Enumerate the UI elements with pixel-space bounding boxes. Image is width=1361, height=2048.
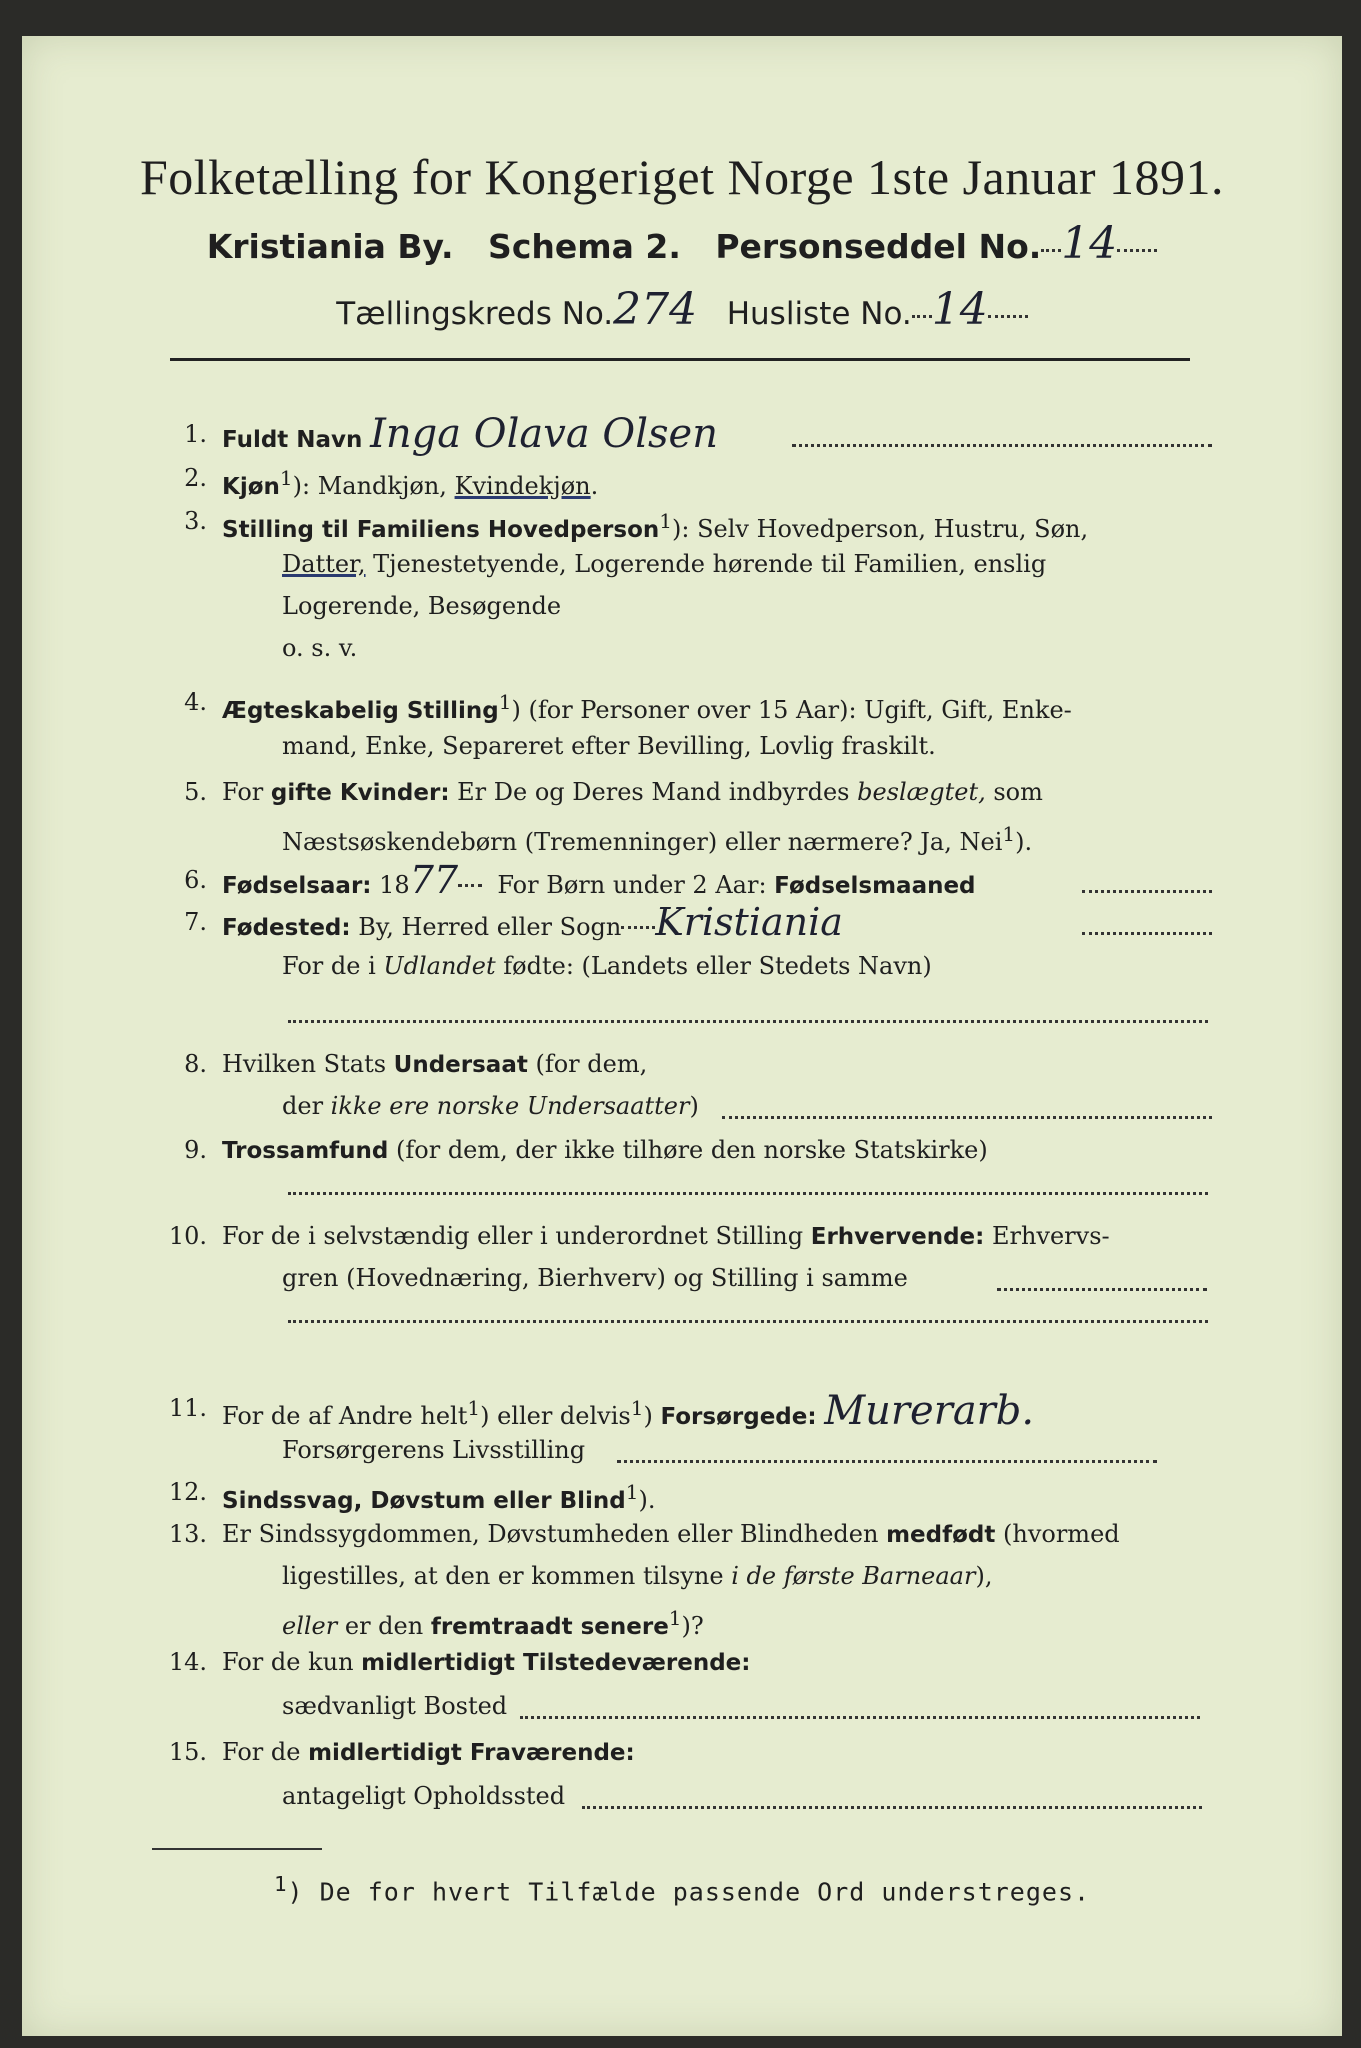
question-text: For Børn under 2 Aar: — [497, 871, 767, 899]
question-15-text — [222, 1732, 635, 1773]
personseddel-number: 14 — [1061, 218, 1118, 269]
question-3-line-4 — [22, 628, 1342, 668]
question-9 — [22, 1130, 1342, 1170]
question-number: 3. — [184, 507, 207, 535]
question-8-text-2 — [282, 1086, 699, 1126]
question-label: Stilling til Familiens Hovedperson — [222, 517, 660, 543]
question-6 — [22, 860, 1342, 900]
provider-occupation-answer: Murerarb. — [824, 1388, 1035, 1434]
question-text: For de — [222, 1738, 309, 1766]
question-text: (for dem, der ikke tilhøre den norske Statskirke) — [388, 1136, 988, 1164]
question-text: ligestilles, at den er kommen tilsyne — [282, 1562, 732, 1590]
question-prefix: For — [222, 778, 271, 806]
question-3-text — [222, 501, 1088, 550]
question-text: Forsørgerens Livsstilling — [282, 1436, 586, 1464]
option-text: ): Selv Hovedperson, Hustru, Søn, — [672, 515, 1089, 543]
footnote-mark: 1 — [273, 1872, 288, 1896]
question-8-text — [222, 1044, 647, 1085]
answer-line — [520, 1716, 1200, 1719]
question-label: Trossamfund — [222, 1138, 389, 1164]
question-text: sædvanligt Bosted — [282, 1692, 508, 1720]
question-italic: i de første Barneaar — [731, 1562, 976, 1590]
question-text: For de af Andre helt — [222, 1402, 468, 1430]
question-number: 6. — [184, 866, 207, 894]
option-tail: . — [590, 472, 599, 500]
question-3 — [22, 501, 1342, 541]
question-label: Kjøn — [222, 474, 280, 500]
footnote-rule — [152, 1848, 322, 1850]
full-name-answer: Inga Olava Olsen — [370, 411, 718, 457]
question-text: gren (Hovednæring, Bierhverv) og Stilling i samme — [282, 1264, 908, 1292]
question-text: For de i selvstændig eller i underordnet Stilling — [222, 1222, 811, 1250]
footnote-mark: 1 — [659, 509, 672, 533]
question-label: Fuldt Navn — [222, 427, 363, 453]
question-label: gifte Kvinder: — [270, 780, 450, 806]
question-label: Ægteskabelig Stilling — [222, 698, 499, 724]
question-12 — [22, 1472, 1342, 1512]
question-label-2: Fødselsmaaned — [774, 873, 976, 899]
question-number: 4. — [184, 688, 207, 716]
census-form — [22, 36, 1342, 2036]
selected-option: Datter, — [282, 550, 366, 578]
question-label: Fødested: — [222, 915, 351, 941]
footnote-mark: 1 — [625, 1480, 639, 1504]
personseddel-label: Personseddel No. — [715, 227, 1042, 266]
question-label: midlertidigt Fraværende: — [308, 1740, 635, 1766]
question-number: 8. — [184, 1050, 207, 1078]
question-text: For de kun — [222, 1648, 362, 1676]
question-5-line-2 — [22, 814, 1342, 854]
answer-line — [288, 1192, 1208, 1195]
footnote — [22, 1872, 1342, 1906]
question-3-line-2 — [22, 544, 1342, 584]
question-5-text-2 — [282, 814, 1032, 862]
question-14-text — [222, 1642, 750, 1683]
answer-line — [722, 1116, 1212, 1119]
answer-line — [288, 1020, 1208, 1023]
question-14-line-2 — [22, 1686, 1342, 1726]
header-rule — [170, 358, 1190, 361]
option-text: ) (for Personer over 15 Aar): Ugift, Gift, Enke- — [511, 696, 1072, 724]
question-text: Er Sindssygdommen, Døvstumheden eller Blindheden — [222, 1520, 887, 1548]
question-number: 13. — [168, 1520, 207, 1548]
question-text-tail: som — [985, 778, 1043, 806]
husliste-label: Husliste No. — [726, 296, 912, 332]
question-13-line-2 — [22, 1556, 1342, 1596]
question-10-text — [222, 1216, 1110, 1257]
answer-line — [617, 1460, 1157, 1463]
question-number: 15. — [168, 1738, 207, 1766]
footnote-mark: 1 — [630, 1396, 644, 1420]
question-7-line-2 — [22, 946, 1342, 986]
form-title: Folketælling for Kongeriget Norge 1ste Januar 1891. — [139, 149, 1225, 205]
selected-option: Kvindekjøn — [454, 472, 591, 500]
question-13-text — [222, 1514, 1120, 1555]
question-label: Forsørgede: — [660, 1404, 817, 1430]
question-text-tail: ). — [1015, 828, 1033, 856]
footnote-text: ) De for hvert Tilfælde passende Ord understreges. — [287, 1877, 1091, 1907]
kreds-label: Tællingskreds No. — [336, 296, 614, 332]
question-10-line-2 — [22, 1258, 1342, 1298]
question-15-line-2 — [22, 1776, 1342, 1816]
question-number: 12. — [168, 1478, 207, 1506]
question-number: 10. — [168, 1222, 207, 1250]
question-label: Erhvervende: — [810, 1224, 985, 1250]
question-text-tail: ), — [975, 1562, 993, 1590]
question-7 — [22, 902, 1342, 942]
answer-line — [792, 444, 1212, 447]
option-text: o. s. v. — [282, 634, 358, 662]
question-11 — [22, 1388, 1342, 1434]
question-italic: eller — [282, 1612, 338, 1640]
question-number: 7. — [184, 908, 207, 936]
question-8 — [22, 1044, 1342, 1084]
option-text: Tjenestetyende, Logerende hørende til Familien, enslig — [365, 550, 1047, 578]
question-8-line-2 — [22, 1086, 1342, 1126]
question-label: Sindssvag, Døvstum eller Blind — [222, 1488, 626, 1514]
question-13-text-2 — [282, 1556, 992, 1596]
question-number: 1. — [184, 420, 207, 448]
question-text-2: ) eller delvis — [480, 1402, 631, 1430]
question-9-text — [222, 1130, 988, 1171]
question-text-tail: (for dem, — [527, 1050, 648, 1078]
question-1 — [22, 411, 1342, 457]
question-2-text — [222, 458, 598, 507]
question-number: 14. — [168, 1648, 207, 1676]
answer-line — [1082, 890, 1212, 893]
question-text: der — [282, 1092, 331, 1120]
question-1-text — [222, 411, 718, 460]
question-number: 2. — [184, 464, 207, 492]
husliste-number: 14 — [931, 284, 988, 335]
question-4 — [22, 682, 1342, 722]
question-italic: ikke ere norske Undersaatter — [330, 1092, 690, 1120]
form-subtitle — [22, 218, 1342, 269]
question-6-text — [222, 860, 976, 906]
question-5 — [22, 772, 1342, 812]
question-text-tail: )? — [681, 1612, 704, 1640]
question-text-tail: (hvormed — [995, 1520, 1120, 1548]
question-number: 5. — [184, 778, 207, 806]
question-3-text-2 — [282, 544, 1046, 584]
question-text-tail: ). — [638, 1486, 656, 1514]
question-15 — [22, 1732, 1342, 1772]
birth-year-answer: 77 — [409, 858, 459, 902]
kreds-number: 274 — [613, 284, 698, 335]
question-4-line-2 — [22, 726, 1342, 766]
question-label: Fødselsaar: — [222, 873, 372, 899]
footnote-mark: 1 — [279, 466, 293, 490]
question-3-line-3 — [22, 586, 1342, 626]
city-label: Kristiania By. — [206, 227, 454, 266]
question-7-text — [222, 902, 843, 948]
footnote-mark: 1 — [1002, 822, 1016, 846]
question-7-text-2 — [282, 946, 932, 986]
option-text: Logerende, Besøgende — [282, 592, 562, 620]
footnote-mark: 1 — [668, 1606, 682, 1630]
question-label-2: fremtraadt senere — [430, 1614, 669, 1640]
question-text: antageligt Opholdssted — [282, 1782, 566, 1810]
question-italic: Udlandet — [383, 952, 496, 980]
question-text: Er De og Deres Mand indbyrdes — [449, 778, 858, 806]
question-text: er den — [337, 1612, 431, 1640]
answer-line — [997, 1288, 1207, 1291]
question-13-line-3 — [22, 1598, 1342, 1638]
question-13-text-3 — [282, 1598, 704, 1647]
question-number: 9. — [184, 1136, 207, 1164]
question-italic: beslægtet, — [857, 778, 986, 806]
question-label: midlertidigt Tilstedeværende: — [361, 1650, 751, 1676]
question-text: For de i — [282, 952, 384, 980]
question-text-tail: Erhvervs- — [984, 1222, 1110, 1250]
question-label: medfødt — [886, 1522, 996, 1548]
answer-line — [582, 1806, 1202, 1809]
year-prefix: 18 — [379, 871, 410, 899]
question-10 — [22, 1216, 1342, 1256]
question-text-tail: fødte: (Landets eller Stedets Navn) — [495, 952, 932, 980]
answer-line — [288, 1320, 1208, 1323]
question-text: By, Herred eller Sogn — [350, 913, 622, 941]
answer-line — [1082, 932, 1212, 935]
question-number: 11. — [168, 1394, 207, 1422]
question-2 — [22, 458, 1342, 498]
question-14 — [22, 1642, 1342, 1682]
question-text: Næstsøskendebørn (Tremenninger) eller nærmere? Ja, Nei — [282, 828, 1003, 856]
option-text: mand, Enke, Separeret efter Bevilling, Lovlig fraskilt. — [282, 732, 936, 760]
footnote-mark: 1 — [498, 690, 512, 714]
form-district-line — [22, 284, 1342, 335]
question-text-3: ) — [643, 1402, 661, 1430]
question-4-text — [222, 682, 1072, 731]
birthplace-answer: Kristiania — [655, 900, 843, 944]
question-text-tail: ) — [689, 1092, 699, 1120]
question-13 — [22, 1514, 1342, 1554]
question-11-line-2 — [22, 1430, 1342, 1470]
schema-label: Schema 2. — [488, 227, 681, 266]
option-text: ): Mandkjøn, — [292, 472, 455, 500]
question-5-text — [222, 772, 1043, 813]
question-label: Undersaat — [393, 1052, 528, 1078]
footnote-mark: 1 — [467, 1396, 481, 1420]
question-text: Hvilken Stats — [222, 1050, 394, 1078]
